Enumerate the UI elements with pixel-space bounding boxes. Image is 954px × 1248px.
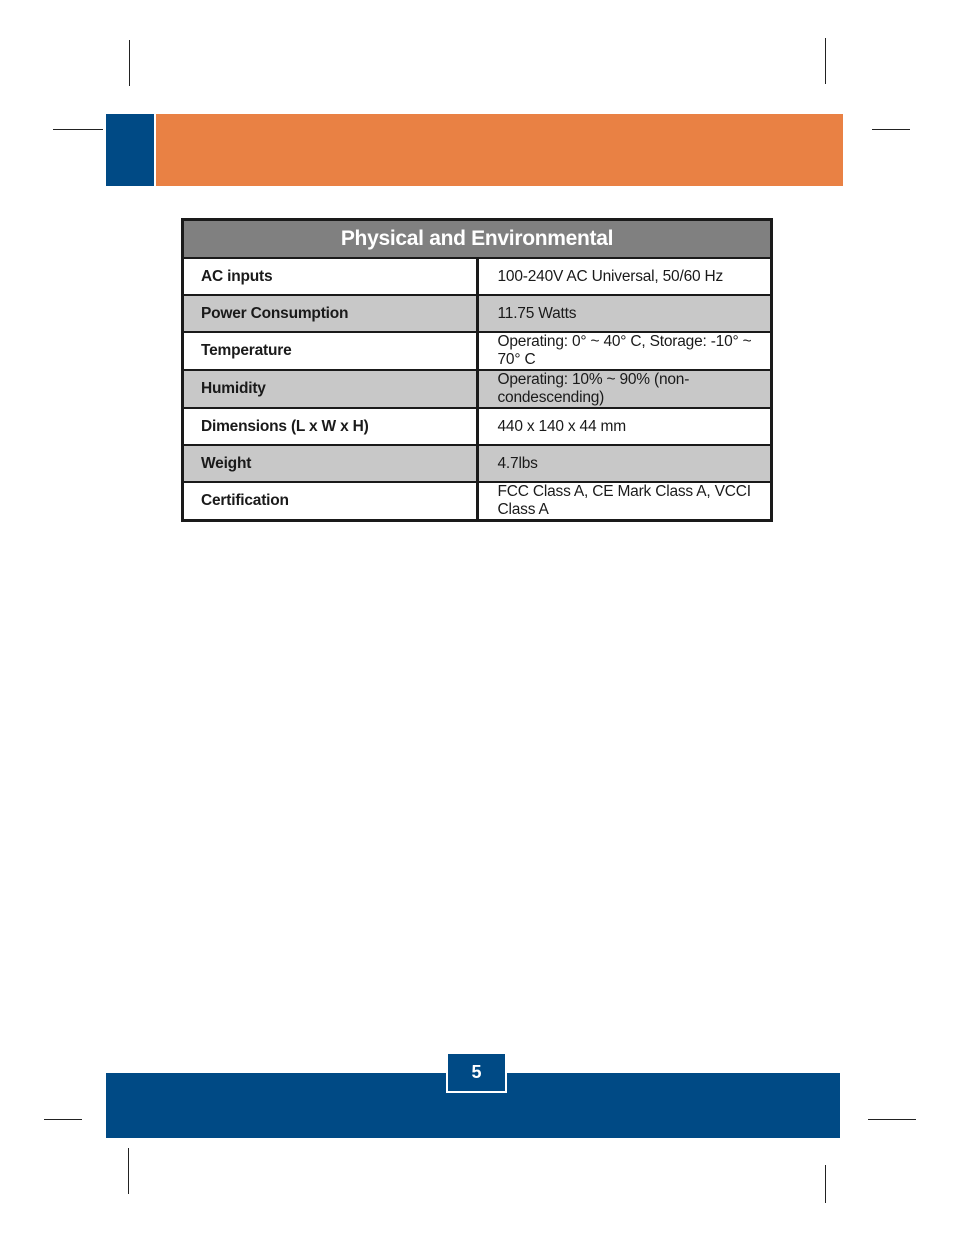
- crop-mark-bottom-left: [128, 1148, 129, 1194]
- row-value: 4.7lbs: [477, 445, 772, 482]
- row-label: Humidity: [183, 370, 478, 408]
- table-row: [183, 445, 772, 482]
- crop-mark-left-upper: [53, 129, 103, 130]
- row-value: 11.75 Watts: [477, 295, 772, 332]
- row-label: Temperature: [183, 332, 478, 370]
- table-row: [183, 482, 772, 521]
- row-value: FCC Class A, CE Mark Class A, VCCI Class A: [477, 482, 772, 521]
- table-row: [183, 370, 772, 408]
- page-number: 5: [446, 1052, 507, 1093]
- crop-mark-left-lower: [44, 1119, 82, 1120]
- table-title: Physical and Environmental: [183, 220, 772, 259]
- crop-mark-top-right: [825, 38, 826, 84]
- table-row: [183, 258, 772, 295]
- row-label: Weight: [183, 445, 478, 482]
- header-orange-bar: [156, 114, 843, 186]
- row-value: 100-240V AC Universal, 50/60 Hz: [477, 258, 772, 295]
- crop-mark-right-lower: [868, 1119, 916, 1120]
- row-value: Operating: 0° ~ 40° C, Storage: -10° ~ 70° C: [477, 332, 772, 370]
- header-blue-block: [106, 114, 154, 186]
- table-header-row: [183, 220, 772, 259]
- physical-environmental-table: [181, 218, 773, 522]
- row-label: Certification: [183, 482, 478, 521]
- crop-mark-top-left: [129, 40, 130, 86]
- header-band: [106, 114, 843, 186]
- table-row: [183, 295, 772, 332]
- row-label: AC inputs: [183, 258, 478, 295]
- crop-mark-right-upper: [872, 129, 910, 130]
- row-value: 440 x 140 x 44 mm: [477, 408, 772, 445]
- row-label: Power Consumption: [183, 295, 478, 332]
- table-row: [183, 408, 772, 445]
- row-value: Operating: 10% ~ 90% (non-condescending): [477, 370, 772, 408]
- table-row: [183, 332, 772, 370]
- row-label: Dimensions (L x W x H): [183, 408, 478, 445]
- crop-mark-bottom-right: [825, 1165, 826, 1203]
